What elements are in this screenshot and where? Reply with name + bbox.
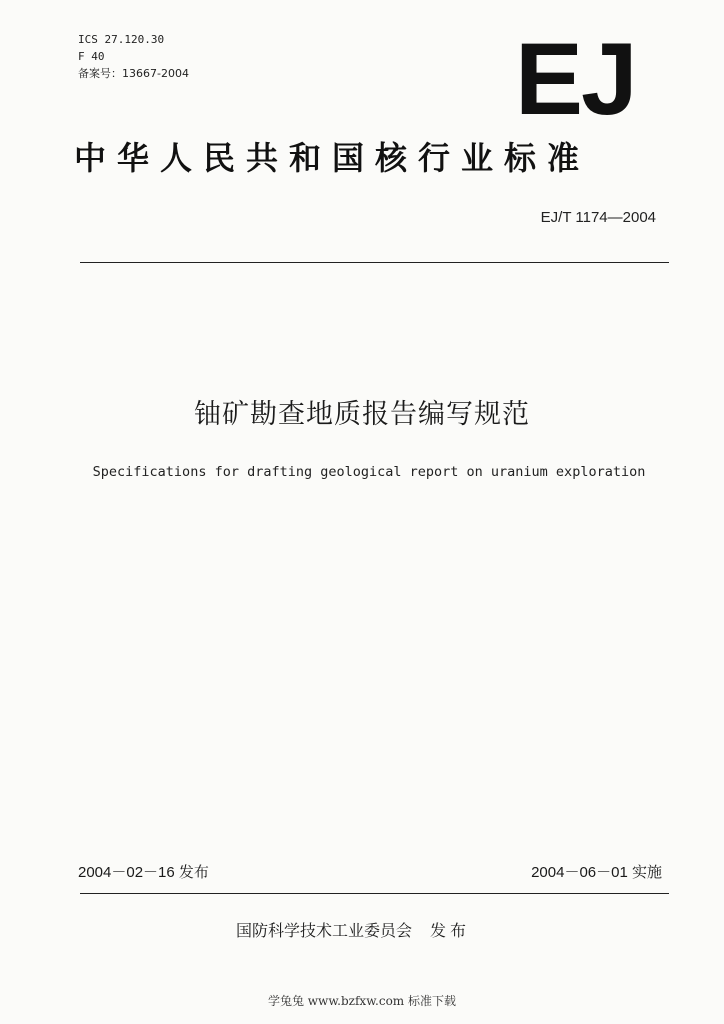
filing-number: 备案号：13667-2004 <box>78 67 189 80</box>
issuer <box>236 919 470 943</box>
site-watermark: 学兔兔 www.bzfxw.com 标准下载 <box>267 994 457 1008</box>
classification-code: F 40 <box>78 50 105 63</box>
issue-date: 2004－02－16 发布 <box>78 864 209 881</box>
org-title: 中华人民共和国核行业标准 <box>74 139 591 177</box>
document-title-en: Specifications for drafting geological report on uranium exploration <box>92 464 646 480</box>
standard-number: EJ/T 1174—2004 <box>540 209 656 226</box>
issuer-name: 国防科学技术工业委员会 <box>236 921 413 940</box>
ej-logo: EJ <box>515 22 636 136</box>
implementation-date: 2004－06－01 实施 <box>531 864 662 881</box>
bottom-divider <box>80 893 669 894</box>
document-title-zh: 铀矿勘查地质报告编写规范 <box>194 399 530 430</box>
top-divider <box>80 262 669 263</box>
issuer-suffix: 发布 <box>430 921 471 940</box>
ics-code: ICS 27.120.30 <box>78 33 165 46</box>
